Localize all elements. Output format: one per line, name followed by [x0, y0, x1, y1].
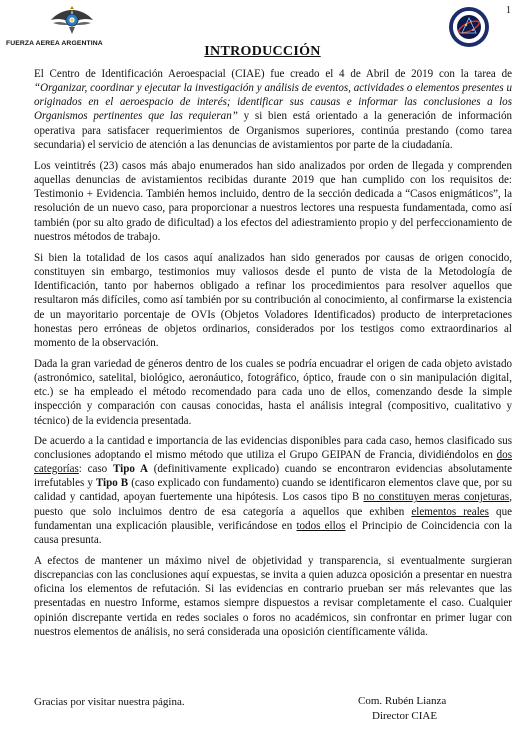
organization-name: FUERZA AEREA ARGENTINA [6, 40, 103, 47]
mission-quote: “Organizar, coordinar y ejecutar la investigación y análisis de eventos, actividades o elementos presentes u originados en el aeroespacio de interés; identificar sus causas e informar las conclusiones a los Organismos pertinentes que las requieran” [34, 82, 512, 123]
paragraph-objectivity: A efectos de mantener un máximo nivel de objetividad y transparencia, si eventualmente surgieran discrepancias con las conclusiones aquí expuestas, se invita a quien aduzca oposición a presentar en nuestra oficina los elementos de refutación. Si las evidencias en contrario prueban ser más relevantes que las presentadas en nuestro Informe, estamos siempre dispuestos a revisar completamente el caso. Cualquier opinión discrepante vertida en redes sociales o foros no académicos, sin confrontar en primer lugar con nuestros elementos de análisis, no será considerada una oposición científicamente válida. [34, 555, 512, 638]
tipo-b-label: Tipo B [95, 477, 129, 490]
signature-name: Com. Rubén Lianza [358, 695, 447, 707]
closing-text: Gracias por visitar nuestra página. [34, 696, 185, 708]
paragraph-cases: Los veintitrés (23) casos más abajo enumerados han sido analizados por orden de llegada y comprenden aquellas denuncias de avistamientos recibidas durante 2019 que han cumplido con los requisitos de: Testimonio + Evidencia. También hemos incluido, dentro de la sección dedicada a “Casos enigmáticos”, la resolución de un nuevo caso, para proporcionar a nuestros lectores una respuesta fundamentada, como así también (por su alto grado de dificultad) a los efectos del adiestramiento propio y del perfeccionamiento de nuestros métodos de trabajo. [34, 159, 512, 243]
tipo-a-label: Tipo A [112, 463, 148, 476]
paragraph-methodology: Si bien la totalidad de los casos aquí analizados han sido generados por causas de origen conocido, constituyen sin embargo, testimonios muy valiosos desde el punto de vista de la Metodología de Identificación, tanto por habernos obligado a refinar los procedimientos para resolver aquellos que resultaron más difíciles, como así también por su contribución al conocimiento, al confirmarse la existencia de un mayoritario porcentaje de OVIs (Objetos Voladores Identificados) producto de interpretaciones honestas pero erróneas de objetos ordinarios, considerados por los testigos como extraordinarios al momento de la observación. [34, 251, 512, 349]
paragraph-genres: Dada la gran variedad de géneros dentro de los cuales se podría encuadrar el origen de cada objeto avistado (astronómico, satelital, biológico, aeronáutico, fotográfico, óptico, fraude con o sin manipulación digital, etc.) se ha empleado el método recomendado para cada uno de ellos, comenzando desde la simple inspección y comparación con causas conocidas, hasta el análisis integral (compositivo, cualitativo y técnico) de la evidencia presentada. [34, 357, 512, 427]
winged-emblem-icon [50, 6, 94, 36]
paragraph-intro: El Centro de Identificación Aeroespacial (CIAE) fue creado el 4 de Abril de 2019 con la tarea de “Organizar, coordinar y ejecutar la investigación y análisis de eventos, actividades o elementos presentes u originados en el aeroespacio de interés; identificar sus causas e informar las conclusiones a los Organismos pertinentes que las requieran” y si bien está orientado a la generación de información operativa para satisfacer requerimientos de Organismos superiores, continúa prestando (como tarea secundaria) el servicio de atención a las denuncias de avistamientos por parte de la ciudadanía. [34, 68, 512, 151]
document-body [34, 67, 512, 646]
paragraph-categories: De acuerdo a la cantidad e importancia de las evidencias disponibles para cada caso, hemos clasificado sus conclusiones adoptando el mismo método que utiliza el Grupo GEIPAN de Francia, dividiéndolos en dos categorías: caso Tipo A (definitivamente explicado) cuando se encontraron evidencias absolutamente irrefutables y Tipo B (caso explicado con fundamento) cuando se identificaron elementos clave que, por su calidad y cantidad, apoyan fuertemente una hipótesis. Los casos tipo B no constituyen meras conjeturas, puesto que solo incluimos dentro de esa categoría a aquellos que exhiben elementos reales que fundamentan una explicación plausible, verificándose en todos ellos el Principio de Coincidencia con la causa presunta. [34, 434, 512, 546]
signature-block [358, 694, 446, 724]
signature-role: Director CIAE [372, 710, 438, 722]
page-title: INTRODUCCIÓN [204, 44, 321, 59]
page-number: 1 [506, 5, 511, 16]
ciae-seal-icon [448, 6, 490, 48]
